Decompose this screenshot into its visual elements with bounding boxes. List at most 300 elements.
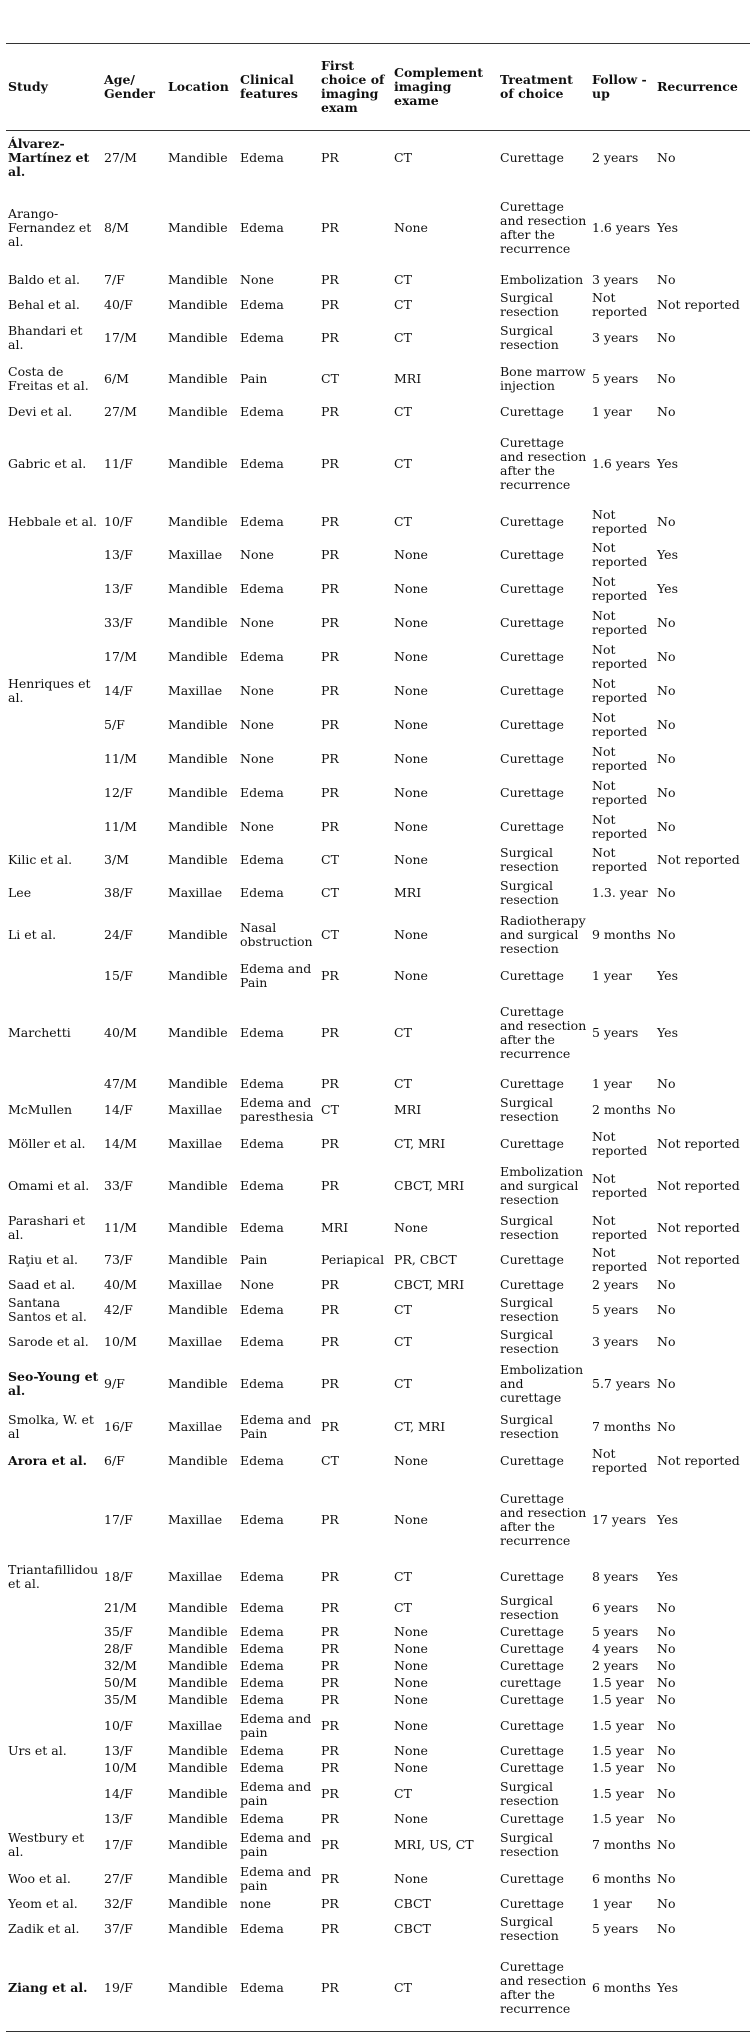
cell-treatment: Curettage: [500, 1717, 564, 1733]
header-first-imaging: First choice of imaging exam: [319, 44, 392, 131]
cell-clinical-features: Edema: [240, 1075, 284, 1091]
cell-location: Maxillae: [168, 1101, 223, 1117]
cell-age-gender: 13/F: [104, 1743, 133, 1758]
cell-follow-up: Not reported: [592, 1245, 648, 1274]
cell-location: Mandible: [168, 1692, 228, 1707]
cell-study: [6, 1593, 102, 1624]
cell-treatment: Embolization and surgical resection: [500, 1163, 584, 1207]
header-age-gender: Age/ Gender: [102, 44, 166, 131]
cell-follow-up: 1.5 year: [592, 1743, 644, 1758]
cell-follow-up: 7 months: [592, 1836, 651, 1852]
cell-age-gender: 14/F: [104, 1101, 133, 1117]
cell-follow-up: 3 years: [592, 1334, 639, 1349]
cell-follow-up: 8 years: [592, 1569, 639, 1584]
cell-study: Henriques et al.: [8, 675, 91, 705]
cell-clinical-features: Edema: [240, 852, 284, 867]
cell-location: Mandible: [168, 1252, 228, 1267]
cell-age-gender: 27/F: [104, 1870, 133, 1886]
cell-treatment: Curettage: [500, 682, 564, 698]
cases-table: [6, 44, 750, 2032]
table-row: [6, 1410, 750, 1444]
cell-follow-up: 17 years: [592, 1511, 647, 1527]
cell-location: Mandible: [168, 456, 228, 471]
cell-follow-up: 1.6 years: [592, 456, 651, 471]
cell-recurrence: No: [657, 784, 676, 800]
cell-location: Mandible: [168, 1641, 228, 1656]
cell-clinical-features: Edema and paresthesia: [240, 1094, 314, 1124]
cell-treatment: Curettage: [500, 1743, 564, 1758]
cell-first-imaging: PR: [321, 784, 339, 800]
cell-clinical-features: Nasal obstruction: [240, 919, 313, 949]
cell-treatment: Curettage: [500, 1624, 564, 1639]
cell-follow-up: 5.7 years: [592, 1376, 651, 1391]
cell-complement-imaging: None: [394, 1760, 428, 1775]
cell-age-gender: 28/F: [104, 1641, 133, 1656]
cell-study: Zadik et al.: [8, 1921, 80, 1936]
cell-age-gender: 50/M: [104, 1675, 137, 1690]
cell-clinical-features: Edema: [240, 1301, 284, 1317]
cell-complement-imaging: None: [394, 716, 428, 732]
cell-age-gender: 6/F: [104, 1452, 125, 1468]
cell-follow-up: Not reported: [592, 1212, 648, 1242]
table-row: [6, 1444, 750, 1478]
header-complement-imaging: Complement imaging exame: [392, 44, 498, 131]
table-row: [6, 708, 750, 742]
cell-recurrence: Not reported: [657, 297, 740, 312]
cell-first-imaging: PR: [321, 1870, 339, 1886]
cell-recurrence: Not reported: [657, 1135, 740, 1151]
cell-location: Mandible: [168, 580, 228, 596]
cell-location: Maxillae: [168, 1511, 223, 1527]
cell-location: Mandible: [168, 750, 228, 766]
cell-clinical-features: None: [240, 750, 274, 766]
cell-complement-imaging: None: [394, 1870, 428, 1886]
cell-treatment: Curettage: [500, 1760, 564, 1775]
cell-first-imaging: PR: [321, 682, 339, 698]
cell-complement-imaging: None: [394, 1624, 428, 1639]
cell-treatment: Curettage: [500, 750, 564, 766]
cell-follow-up: Not reported: [592, 811, 648, 841]
cell-treatment: Bone marrow injection: [500, 364, 586, 393]
cell-complement-imaging: None: [394, 750, 428, 766]
cell-clinical-features: Edema: [240, 1675, 284, 1690]
cell-location: Maxillae: [168, 1276, 223, 1292]
cell-recurrence: Yes: [657, 1511, 678, 1527]
cell-study: [6, 1075, 102, 1093]
cell-complement-imaging: CT, MRI: [394, 1135, 446, 1151]
cell-treatment: Curettage: [500, 514, 564, 529]
cell-first-imaging: PR: [321, 456, 339, 471]
cell-clinical-features: Edema: [240, 1658, 284, 1673]
cell-study: Costa de Freitas et al.: [8, 364, 89, 393]
cell-complement-imaging: None: [394, 1452, 428, 1468]
cell-follow-up: 1 year: [592, 1075, 632, 1091]
cell-location: Maxillae: [168, 1418, 223, 1434]
cell-location: Maxillae: [168, 546, 223, 562]
cell-study: [6, 810, 102, 844]
cell-age-gender: 11/M: [104, 1219, 137, 1235]
cell-treatment: Surgical resection: [500, 1829, 559, 1859]
cell-follow-up: 1.5 year: [592, 1692, 644, 1707]
cell-first-imaging: PR: [321, 1896, 339, 1911]
cell-study: [6, 572, 102, 606]
cell-first-imaging: PR: [321, 1569, 339, 1584]
cell-first-imaging: PR: [321, 1600, 339, 1615]
cell-study: [6, 1675, 102, 1692]
cell-location: Mandible: [168, 1760, 228, 1775]
cell-clinical-features: Edema: [240, 514, 284, 529]
cell-complement-imaging: MRI: [394, 1101, 422, 1117]
cell-clinical-features: Edema: [238, 1946, 319, 2032]
table-row: [6, 1359, 750, 1410]
cell-location: Mandible: [168, 716, 228, 732]
table-row: [6, 810, 750, 844]
cell-treatment: Curettage: [500, 784, 564, 800]
cell-follow-up: 1 year: [592, 1896, 632, 1911]
cell-age-gender: 24/F: [104, 926, 133, 942]
cell-location: Maxillae: [168, 682, 223, 698]
cell-first-imaging: Periapical: [321, 1252, 385, 1267]
cell-first-imaging: PR: [321, 1785, 339, 1801]
table-row: [6, 1811, 750, 1828]
cell-follow-up: 1 year: [592, 404, 632, 419]
cell-recurrence: No: [657, 1276, 676, 1292]
cell-treatment: Surgical resection: [500, 1914, 559, 1943]
cell-recurrence: No: [657, 1075, 676, 1091]
cell-recurrence: No: [657, 150, 676, 166]
cell-first-imaging: PR: [321, 1276, 339, 1292]
cell-clinical-features: Edema: [240, 1135, 284, 1151]
cell-recurrence: No: [657, 1870, 676, 1886]
cell-complement-imaging: None: [394, 220, 428, 235]
cell-treatment: Curettage: [500, 150, 564, 166]
cell-first-imaging: MRI: [321, 1219, 349, 1235]
cell-age-gender: 13/F: [104, 1811, 133, 1826]
table-row: [6, 776, 750, 810]
cell-follow-up: 2 years: [592, 1658, 639, 1673]
cell-location: Mandible: [168, 1811, 228, 1826]
cell-complement-imaging: CT: [394, 1376, 412, 1391]
cell-treatment: Curettage: [500, 1135, 564, 1151]
cell-treatment: Curettage and resection after the recurrence: [500, 199, 587, 256]
cell-location: Mandible: [168, 926, 228, 942]
cell-recurrence: No: [657, 1334, 676, 1349]
cell-first-imaging: PR: [321, 1675, 339, 1690]
cell-first-imaging: PR: [321, 648, 339, 664]
cell-location: Maxillae: [168, 885, 223, 900]
cell-complement-imaging: CBCT: [394, 1921, 431, 1936]
cell-follow-up: Not reported: [592, 1445, 648, 1475]
table-row: [6, 538, 750, 572]
cell-complement-imaging: CBCT, MRI: [394, 1177, 465, 1193]
cell-treatment: Curettage: [500, 1692, 564, 1707]
cell-clinical-features: Edema and Pain: [240, 1411, 312, 1441]
cell-follow-up: 6 years: [592, 1600, 639, 1615]
table-row: [6, 1913, 750, 1946]
cell-follow-up: Not reported: [592, 1128, 648, 1158]
cell-study: Smolka, W. et al: [8, 1411, 94, 1441]
cell-recurrence: No: [657, 682, 676, 698]
cell-treatment: Surgical resection: [500, 290, 559, 319]
cell-study: [6, 1658, 102, 1675]
table-row: [6, 271, 750, 290]
cell-follow-up: 1.5 year: [592, 1675, 644, 1690]
cell-location: Mandible: [168, 1177, 228, 1193]
cell-first-imaging: PR: [321, 330, 339, 345]
cell-treatment: Curettage: [500, 1811, 564, 1826]
header-follow-up: Follow -up: [590, 44, 655, 131]
cell-treatment: Embolization: [500, 272, 584, 287]
cell-location: Maxillae: [168, 1717, 223, 1733]
cell-recurrence: No: [657, 1624, 676, 1639]
cell-complement-imaging: None: [394, 580, 428, 596]
cell-complement-imaging: CT: [394, 1334, 412, 1349]
cell-recurrence: No: [657, 1921, 676, 1936]
cell-location: Maxillae: [168, 1569, 223, 1584]
table-row: [6, 572, 750, 606]
cell-study: Behal et al.: [8, 297, 80, 312]
cell-age-gender: 10/F: [104, 1717, 133, 1733]
cell-complement-imaging: None: [394, 926, 428, 942]
cell-treatment: Surgical resection: [500, 1778, 559, 1808]
cell-study: Li et al.: [8, 926, 57, 942]
cell-complement-imaging: None: [394, 818, 428, 834]
cell-location: Mandible: [168, 1658, 228, 1673]
cell-first-imaging: CT: [321, 371, 339, 386]
cell-age-gender: 13/F: [104, 580, 133, 596]
cell-study: Lee: [8, 885, 32, 900]
cell-treatment: Surgical resection: [500, 1327, 559, 1356]
cell-treatment: Curettage: [500, 546, 564, 562]
cell-study: Sarode et al.: [8, 1334, 89, 1349]
cell-first-imaging: PR: [321, 546, 339, 562]
cell-location: Mandible: [168, 1836, 228, 1852]
cell-recurrence: Not reported: [657, 1452, 740, 1468]
cell-age-gender: 5/F: [104, 716, 125, 732]
cell-location: Mandible: [168, 1452, 228, 1468]
cell-clinical-features: Edema: [240, 1025, 284, 1040]
cell-follow-up: 9 months: [592, 926, 651, 942]
cell-study: [6, 1777, 102, 1811]
cell-treatment: Curettage: [500, 1569, 564, 1584]
table-row: [6, 674, 750, 708]
cell-age-gender: 13/F: [104, 546, 133, 562]
cell-treatment: Curettage and resection after the recurrence: [500, 1004, 587, 1061]
cell-study: Arango-Fernandez et al.: [8, 206, 92, 249]
cell-age-gender: 9/F: [104, 1376, 125, 1391]
table-row: [6, 1276, 750, 1294]
header-clinical-features: Clinical features: [238, 44, 319, 131]
cell-first-imaging: PR: [321, 967, 339, 983]
table-row: [6, 742, 750, 776]
cell-age-gender: 21/M: [104, 1600, 137, 1615]
cell-first-imaging: PR: [321, 1641, 339, 1656]
cell-complement-imaging: CT: [394, 1785, 412, 1801]
cell-clinical-features: Edema: [240, 150, 284, 166]
cell-follow-up: 6 months: [590, 1946, 655, 2032]
cell-complement-imaging: MRI: [394, 885, 422, 900]
table-row: [6, 910, 750, 960]
cell-complement-imaging: PR, CBCT: [394, 1252, 457, 1267]
cell-study: Saad et al.: [8, 1276, 76, 1292]
cell-location: Mandible: [168, 967, 228, 983]
cell-first-imaging: PR: [321, 1376, 339, 1391]
cell-recurrence: No: [657, 818, 676, 834]
table-row: [6, 1777, 750, 1811]
cell-age-gender: 10/F: [104, 514, 133, 529]
cell-location: Mandible: [168, 852, 228, 867]
cell-first-imaging: PR: [321, 1334, 339, 1349]
cell-recurrence: Yes: [657, 1025, 678, 1040]
cell-follow-up: 1.3. year: [592, 885, 648, 900]
cell-first-imaging: PR: [321, 614, 339, 630]
cell-clinical-features: None: [240, 818, 274, 834]
cell-location: Mandible: [168, 648, 228, 664]
cell-treatment: Curettage: [500, 716, 564, 732]
cell-follow-up: 3 years: [592, 330, 639, 345]
cell-age-gender: 35/M: [104, 1692, 137, 1707]
cell-recurrence: Yes: [657, 580, 678, 596]
cell-follow-up: 1.5 year: [592, 1760, 644, 1775]
cell-follow-up: Not reported: [592, 777, 648, 807]
cell-first-imaging: PR: [321, 297, 339, 312]
cell-age-gender: 3/M: [104, 852, 129, 867]
table-row: [6, 640, 750, 674]
cell-complement-imaging: None: [394, 1811, 428, 1826]
cell-treatment: Curettage: [500, 404, 564, 419]
cell-age-gender: 37/F: [104, 1921, 133, 1936]
cell-complement-imaging: CT: [394, 330, 412, 345]
cell-complement-imaging: CT: [394, 272, 412, 287]
cell-complement-imaging: None: [394, 1219, 428, 1235]
cell-treatment: Surgical resection: [500, 1593, 559, 1622]
cell-recurrence: No: [657, 926, 676, 942]
cell-age-gender: 17/F: [104, 1836, 133, 1852]
cell-study: Möller et al.: [8, 1135, 86, 1151]
cell-age-gender: 17/F: [104, 1511, 133, 1527]
cell-first-imaging: PR: [321, 514, 339, 529]
cell-location: Maxillae: [168, 1334, 223, 1349]
cell-clinical-features: Pain: [240, 371, 268, 386]
header-treatment: Treatment of choice: [498, 44, 590, 131]
cell-complement-imaging: None: [394, 648, 428, 664]
table-row: [6, 1326, 750, 1359]
cell-recurrence: Not reported: [657, 1219, 740, 1235]
cell-complement-imaging: None: [394, 1658, 428, 1673]
cell-study: [6, 1641, 102, 1658]
cell-clinical-features: Edema and pain: [240, 1863, 312, 1893]
cell-location: Mandible: [168, 1025, 228, 1040]
cell-location: Mandible: [168, 150, 228, 166]
cell-complement-imaging: None: [394, 1675, 428, 1690]
cell-complement-imaging: None: [394, 1511, 428, 1527]
cell-first-imaging: CT: [321, 1101, 339, 1117]
cell-treatment: Curettage: [500, 1658, 564, 1673]
cell-clinical-features: Edema and pain: [240, 1710, 312, 1740]
cell-follow-up: Not reported: [592, 709, 648, 739]
cell-treatment: Curettage: [500, 1276, 564, 1292]
cell-age-gender: 11/F: [104, 456, 133, 471]
cell-first-imaging: CT: [321, 926, 339, 942]
cell-complement-imaging: CT: [394, 1025, 412, 1040]
cell-clinical-features: None: [240, 1276, 274, 1292]
cell-study: Devi et al.: [8, 404, 73, 419]
cell-clinical-features: none: [240, 1896, 272, 1911]
cell-complement-imaging: CT, MRI: [394, 1418, 446, 1434]
cell-treatment: Curettage: [500, 614, 564, 630]
cell-recurrence: No: [657, 1658, 676, 1673]
table-row: [6, 1641, 750, 1658]
cell-clinical-features: Edema: [240, 648, 284, 664]
table-row: [6, 131, 750, 186]
table-row: [6, 1593, 750, 1624]
cell-age-gender: 14/F: [104, 1785, 133, 1801]
cell-age-gender: 73/F: [104, 1252, 133, 1267]
cell-location: Mandible: [168, 220, 228, 235]
cell-age-gender: 40/M: [104, 1025, 137, 1040]
cell-age-gender: 18/F: [104, 1569, 133, 1584]
cell-study: [6, 1760, 102, 1777]
cell-recurrence: No: [657, 404, 676, 419]
table-row: [6, 507, 750, 538]
cell-age-gender: 42/F: [104, 1301, 133, 1317]
cell-location: Mandible: [168, 1896, 228, 1911]
cell-age-gender: 33/F: [104, 1177, 133, 1193]
table-row: [6, 844, 750, 877]
cell-first-imaging: PR: [321, 1836, 339, 1852]
cell-location: Mandible: [168, 1219, 228, 1235]
cell-study: [6, 776, 102, 810]
cell-study: [6, 708, 102, 742]
cell-location: Mandible: [168, 1600, 228, 1615]
cell-age-gender: 12/F: [104, 784, 133, 800]
table-row: [6, 877, 750, 910]
cell-first-imaging: PR: [321, 716, 339, 732]
cell-first-imaging: PR: [321, 1717, 339, 1733]
cell-treatment: Curettage: [500, 1252, 564, 1267]
cell-follow-up: Not reported: [592, 507, 648, 536]
cell-location: Mandible: [168, 404, 228, 419]
cell-follow-up: Not reported: [592, 539, 648, 569]
table-row: [6, 1709, 750, 1743]
cell-recurrence: No: [657, 1896, 676, 1911]
cell-location: Mandible: [168, 297, 228, 312]
cell-complement-imaging: CT: [394, 297, 412, 312]
cell-study: Bhandari et al.: [8, 323, 83, 352]
cell-recurrence: Yes: [657, 456, 678, 471]
cell-study: Omami et al.: [8, 1177, 90, 1193]
cell-complement-imaging: CT: [392, 1946, 498, 2032]
table-row: [6, 1896, 750, 1913]
cell-clinical-features: Edema: [240, 1334, 284, 1349]
cell-first-imaging: PR: [321, 1135, 339, 1151]
table-row: [6, 422, 750, 507]
cell-treatment: Curettage: [500, 967, 564, 983]
cell-recurrence: Not reported: [657, 1252, 740, 1267]
cell-age-gender: 32/M: [104, 1658, 137, 1673]
cell-complement-imaging: None: [394, 682, 428, 698]
cell-clinical-features: Edema and pain: [240, 1778, 312, 1808]
cell-clinical-features: Edema: [240, 220, 284, 235]
cell-treatment: Curettage: [500, 1870, 564, 1886]
cell-first-imaging: PR: [321, 1760, 339, 1775]
cell-recurrence: Yes: [657, 220, 678, 235]
cell-treatment: Surgical resection: [500, 878, 559, 907]
cell-follow-up: 5 years: [592, 1301, 639, 1317]
cell-follow-up: Not reported: [592, 641, 648, 671]
cell-study: Santana Santos et al.: [8, 1294, 87, 1324]
cell-study: [6, 1624, 102, 1641]
